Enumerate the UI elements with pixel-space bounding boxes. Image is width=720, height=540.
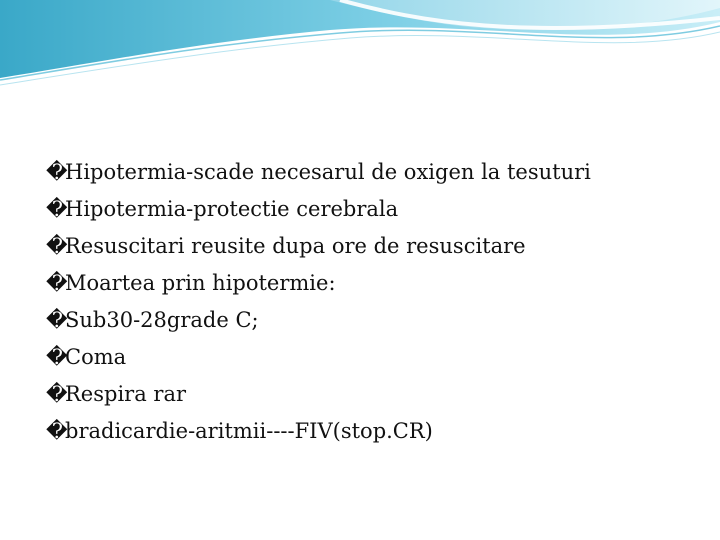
- bullet-list: [46, 154, 686, 450]
- bullet-icon: �: [46, 345, 68, 369]
- bullet-text: Hipotermia-scade necesarul de oxigen la tesuturi: [65, 160, 591, 184]
- bullet-text: Hipotermia-protectie cerebrala: [65, 197, 399, 221]
- bullet-item: [46, 191, 686, 228]
- bullet-icon: �: [46, 234, 68, 258]
- bullet-text: Coma: [65, 345, 127, 369]
- bullet-item: [46, 154, 686, 191]
- bullet-text: bradicardie-aritmii----FIV(stop.CR): [65, 419, 433, 443]
- bullet-icon: �: [46, 197, 68, 221]
- bullet-item: [46, 339, 686, 376]
- bullet-text: Respira rar: [65, 382, 187, 406]
- bullet-item: [46, 413, 686, 450]
- bullet-icon: �: [46, 160, 68, 184]
- bullet-item: [46, 376, 686, 413]
- header-wave-decoration: [0, 0, 720, 90]
- bullet-icon: �: [46, 382, 68, 406]
- bullet-item: [46, 228, 686, 265]
- bullet-icon: �: [46, 271, 68, 295]
- bullet-item: [46, 265, 686, 302]
- bullet-item: [46, 302, 686, 339]
- bullet-icon: �: [46, 419, 68, 443]
- bullet-text: Moartea prin hipotermie:: [65, 271, 336, 295]
- bullet-text: Sub30-28grade C;: [65, 308, 259, 332]
- bullet-text: Resuscitari reusite dupa ore de resuscitare: [65, 234, 526, 258]
- bullet-icon: �: [46, 308, 68, 332]
